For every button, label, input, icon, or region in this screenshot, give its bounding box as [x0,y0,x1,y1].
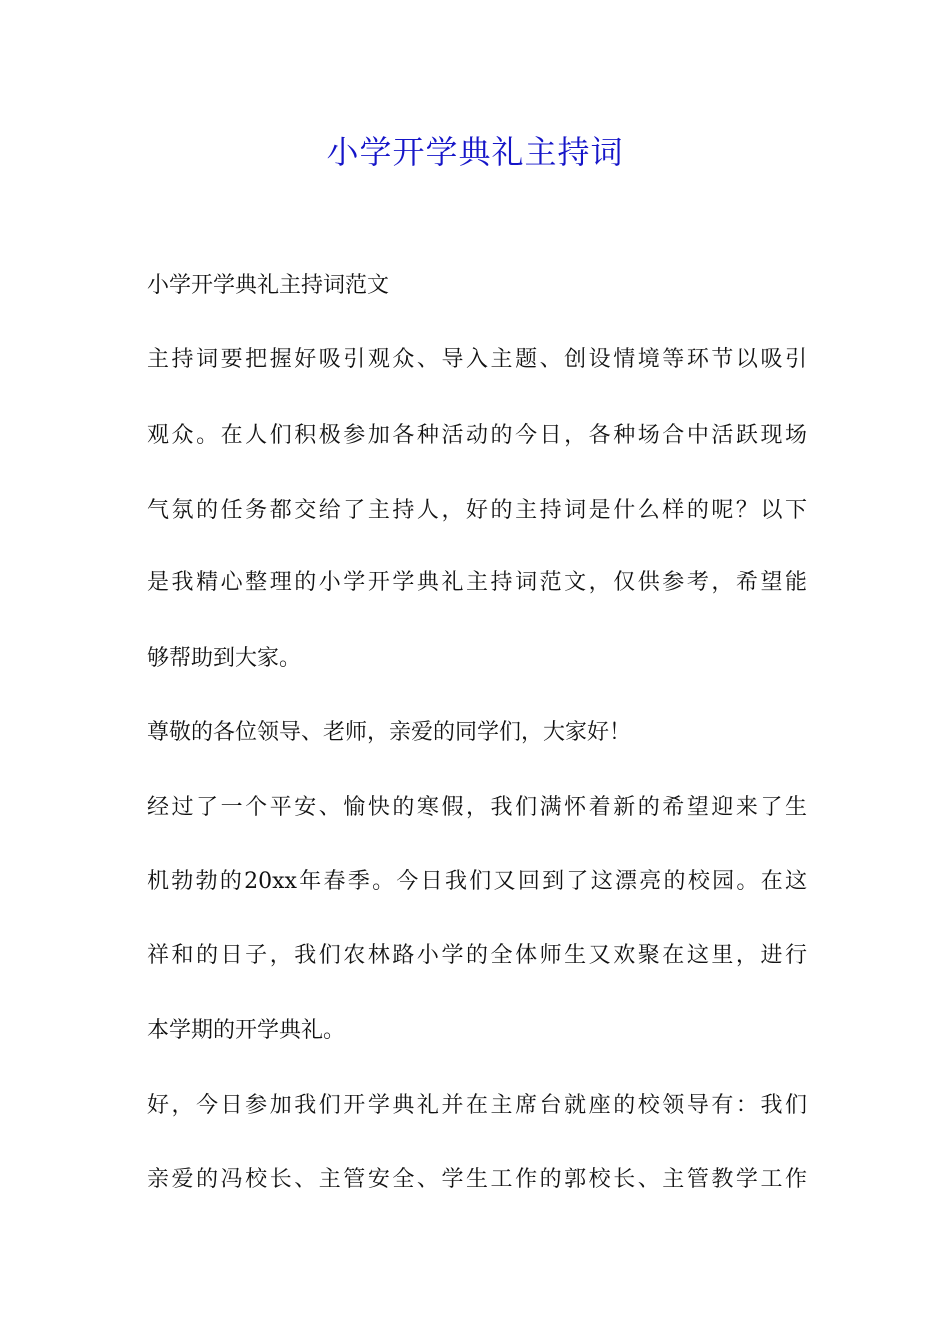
paragraph-line: 机勃勃的20xx年春季。今日我们又回到了这漂亮的校园。在这 [147,869,807,894]
document-title: 小学开学典礼主持词 [326,133,624,171]
paragraph-line: 好，今日参加我们开学典礼并在主席台就座的校领导有：我们 [147,1093,807,1118]
paragraph-line: 观众。在人们积极参加各种活动的今日，各种场合中活跃现场 [147,423,807,448]
subtitle-line: 小学开学典礼主持词范文 [147,273,390,298]
paragraph-line: 本学期的开学典礼。 [147,1018,346,1043]
paragraph-line: 气氛的任务都交给了主持人，好的主持词是什么样的呢？以下 [147,498,807,523]
paragraph-line: 够帮助到大家。 [147,646,302,671]
greeting-line: 尊敬的各位领导、老师，亲爱的同学们，大家好！ [147,720,632,745]
paragraph-line: 祥和的日子，我们农林路小学的全体师生又欢聚在这里，进行 [147,943,807,968]
paragraph-line: 是我精心整理的小学开学典礼主持词范文，仅供参考，希望能 [147,570,807,595]
paragraph-line: 主持词要把握好吸引观众、导入主题、创设情境等环节以吸引 [147,347,807,372]
paragraph-line: 经过了一个平安、愉快的寒假，我们满怀着新的希望迎来了生 [147,795,807,820]
paragraph-line: 亲爱的冯校长、主管安全、学生工作的郭校长、主管教学工作 [147,1167,807,1192]
